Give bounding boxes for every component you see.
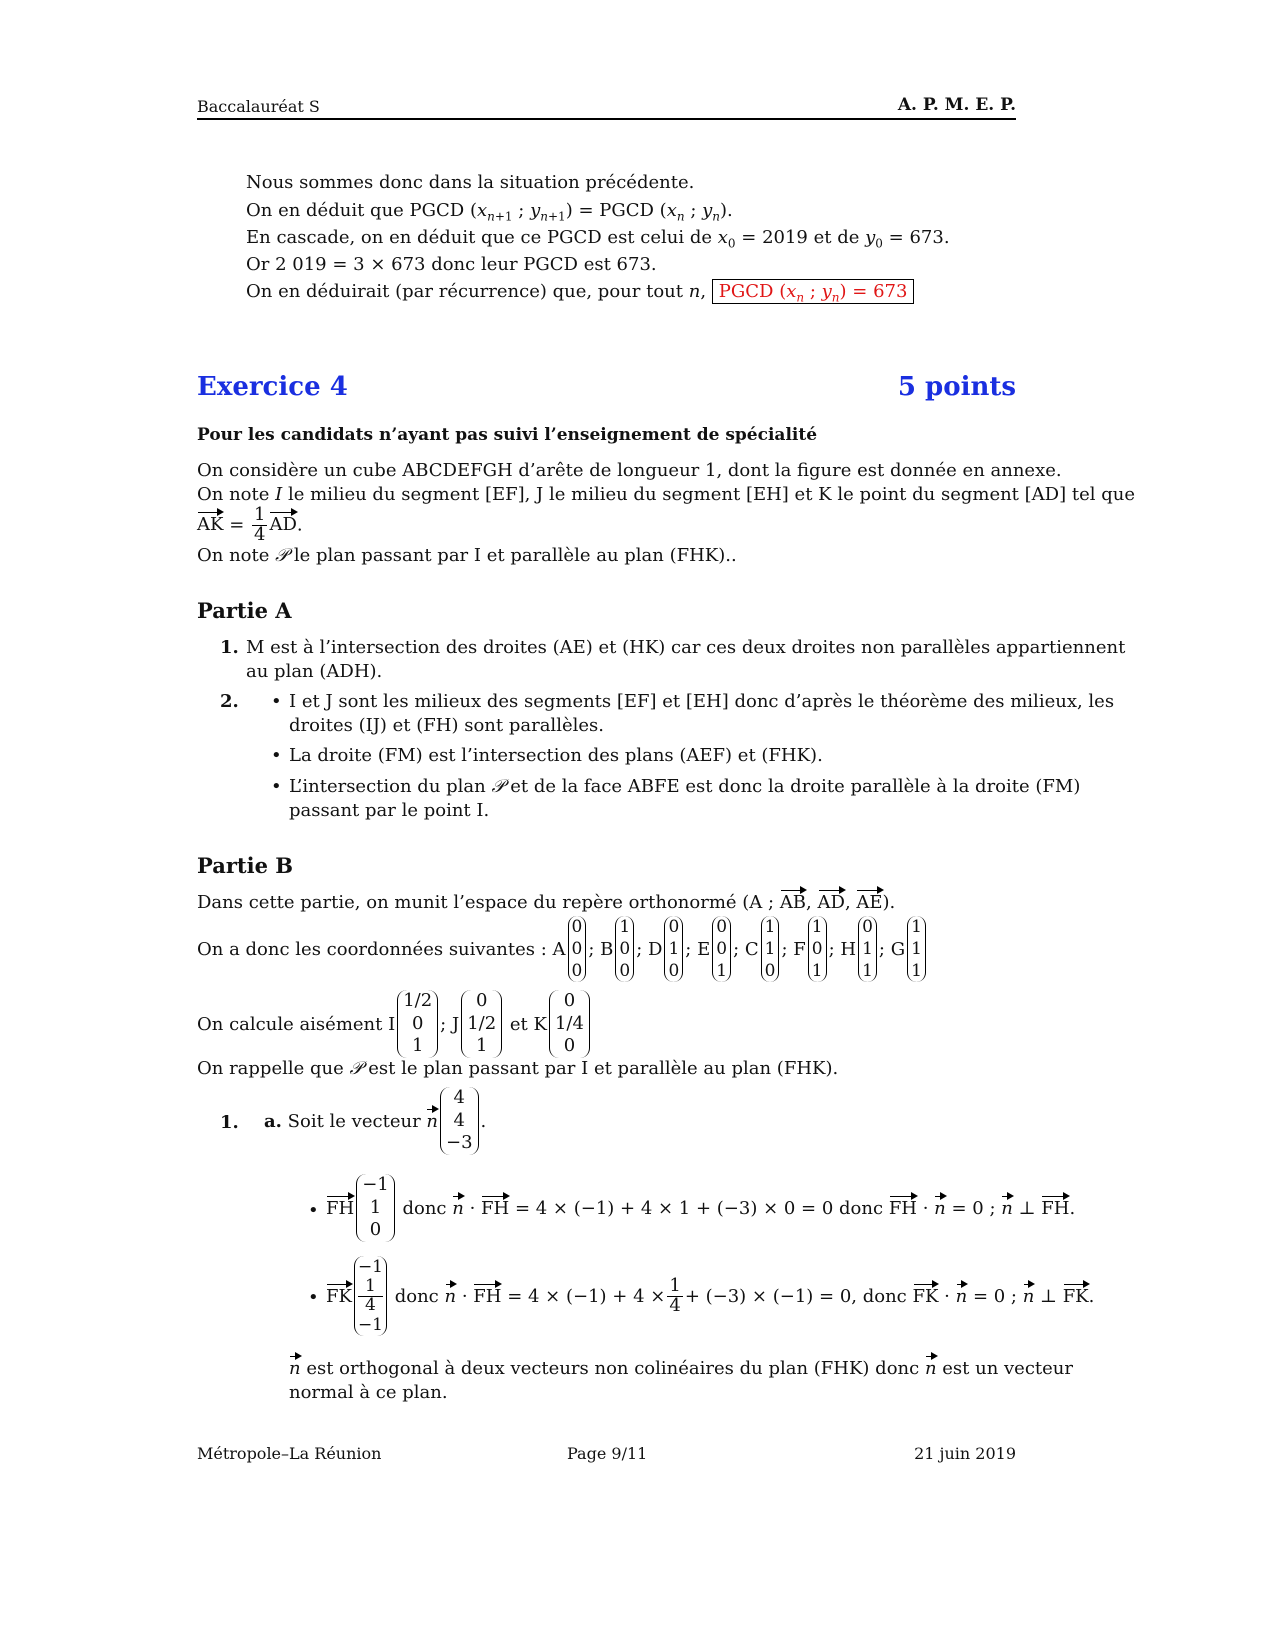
coordinate-value: 1	[911, 916, 922, 937]
exercise-subtitle: Pour les candidats n’ayant pas suivi l’enseignement de spécialité	[197, 425, 818, 445]
point-coordinates	[808, 916, 827, 982]
partB-calc: On calcule aisément I 1/2 0 1 ; J 0 1/2 1 et K 0 1/4 0	[197, 990, 592, 1058]
partB-q1-number: 1.	[220, 1112, 239, 1133]
point-name: D	[648, 938, 663, 960]
point-name: B	[600, 938, 614, 960]
point-coordinates	[568, 916, 587, 982]
fraction-one-quarter: $\frac{1}{4}$	[254, 504, 266, 545]
coordinate-value: 0	[811, 938, 823, 959]
coordinate-value: 0	[571, 961, 583, 982]
coordinate-value: 0	[716, 938, 728, 959]
point-name: G	[890, 938, 906, 960]
footer-left: Métropole–La Réunion	[197, 1444, 382, 1463]
partA-q1-line-2: au plan (ADH).	[246, 661, 383, 682]
header-rule	[197, 118, 1016, 120]
statement-line-3: AK = $\frac{1}{4}$ AD.	[197, 504, 303, 545]
point-coordinates	[615, 916, 634, 982]
intro-line-4: Or 2 019 = 3 × 673 donc leur PGCD est 673.	[246, 254, 657, 275]
point-name: A	[552, 938, 566, 960]
vector-K: 0 1/4 0	[549, 990, 590, 1058]
partA-q2-number: 2.	[220, 691, 239, 712]
coordinate-value: 1	[911, 961, 922, 982]
statement-line-4: On note 𝒫 le plan passant par I et parallèle au plan (FHK)..	[197, 545, 737, 566]
point-name: C	[744, 938, 759, 960]
partA-bullet-1-line-1: I et J sont les milieux des segments [EF] et [EH] donc d’après le théorème des milieux, les	[289, 691, 1115, 712]
header-left: Baccalauréat S	[197, 97, 320, 116]
point-coordinates	[907, 916, 926, 982]
separator: ;	[588, 938, 601, 960]
point-name: E	[697, 938, 711, 960]
partA-title: Partie A	[197, 598, 292, 623]
fk-line: FK −1 $\frac{1}{4}$ −1 donc n · FH = 4 × (−1) + 4 × $\frac{1}{4}$ + (−3) × (−1) = 0, donc FK · n = 0 ; n ⊥ FK .	[326, 1256, 1095, 1336]
footer-right: 21 juin 2019	[914, 1444, 1016, 1463]
separator: ;	[636, 938, 649, 960]
exercise-points: 5 points	[897, 372, 1016, 402]
coordinate-value: 0	[619, 961, 631, 982]
point-name: H	[840, 938, 857, 960]
coordinate-value: 1	[911, 938, 922, 959]
coordinate-value: 0	[764, 961, 776, 982]
bullet-dot: •	[308, 1200, 319, 1221]
point-coordinates	[761, 916, 780, 982]
vector-n: 4 4 −3	[440, 1087, 479, 1155]
coordinate-value: 1	[716, 961, 728, 982]
boxed-result: PGCD ($x_n$ ; $y_n) = 673$	[712, 279, 915, 304]
coordinates-list	[553, 916, 928, 982]
coordinate-value: 0	[571, 938, 583, 959]
coordinate-value: 0	[571, 916, 583, 937]
intro-line-1: Nous sommes donc dans la situation précédente.	[246, 172, 695, 193]
vector-J: 0 1/2 1	[461, 990, 502, 1058]
bullet-dot: •	[308, 1287, 319, 1308]
vector-FH: −1 1 0	[356, 1174, 395, 1242]
partA-bullet-3-line-1: L’intersection du plan 𝒫 et de la face ABFE est donc la droite parallèle à la droite (FM)	[289, 776, 1081, 797]
intro-line-3: En cascade, on en déduit que ce PGCD est celui de $x_0 = 2019$ et de $y_0 = 673$.	[246, 227, 950, 251]
intro-line-5: On en déduirait (par récurrence) que, pour tout n, PGCD ($x_n$ ; $y_n) = 673$	[246, 281, 914, 305]
partB-q1a: a. Soit le vecteur n 4 4 −3 .	[264, 1087, 487, 1154]
coordinate-value: 0	[619, 938, 631, 959]
bullet-dot: •	[271, 691, 282, 712]
partA-bullet-2: La droite (FM) est l’intersection des plans (AEF) et (FHK).	[289, 745, 823, 766]
coordinate-value: 1	[862, 961, 873, 982]
statement-line-1: On considère un cube ABCDEFGH d’arête de longueur 1, dont la figure est donnée en annexe.	[197, 460, 1062, 481]
coordinate-value: 1	[862, 938, 873, 959]
header-right: A. P. M. E. P.	[897, 95, 1016, 115]
coordinate-value: 1	[811, 961, 823, 982]
point-coordinates	[712, 916, 731, 982]
footer-center: Page 9/11	[567, 1444, 648, 1463]
coordinate-value: 1	[619, 916, 631, 937]
separator: ;	[685, 938, 698, 960]
separator: ;	[828, 938, 841, 960]
partB-coordinates: On a donc les coordonnées suivantes : A 0 0 0 ; B 1 0 0 ; D 0 1 0 ; E 0 0 1 ; C 1 1 0 ; F 1 0 1 ; H 0 1 1 ; G 1 1 1	[197, 915, 928, 983]
partB-intro: Dans cette partie, on munit l’espace du repère orthonormé (A ; AB, AD, AE).	[197, 892, 896, 913]
partA-q1-number: 1.	[220, 637, 239, 658]
coordinate-value: 0	[668, 916, 680, 937]
intro-line-2: On en déduit que PGCD ($x_{n+1}$ ; $y_{n+1}$) = PGCD ($x_n$ ; $y_n$).	[246, 200, 733, 224]
exercise-title: Exercice 4	[197, 372, 348, 402]
coordinate-value: 1	[811, 916, 823, 937]
fh-line: FH −1 1 0 donc n · FH = 4 × (−1) + 4 × 1 + (−3) × 0 = 0 donc FH · n = 0 ; n ⊥ FH .	[326, 1174, 1076, 1241]
separator: ;	[781, 938, 794, 960]
vector-FK: −1 $\frac{1}{4}$ −1	[354, 1256, 387, 1337]
coordinate-value: 1	[668, 938, 680, 959]
bullet-dot: •	[271, 776, 282, 797]
point-coordinates	[858, 916, 877, 982]
partA-bullet-3-line-2: passant par le point I.	[289, 800, 490, 821]
coordinate-value: 0	[862, 916, 873, 937]
coordinate-value: 0	[716, 916, 728, 937]
partA-bullet-1-line-2: droites (IJ) et (FH) sont parallèles.	[289, 715, 604, 736]
separator: ;	[878, 938, 891, 960]
point-coordinates	[664, 916, 683, 982]
coordinate-value: 0	[668, 961, 680, 982]
conclusion-line-1: n est orthogonal à deux vecteurs non colinéaires du plan (FHK) donc n est un vecteur	[289, 1358, 1074, 1379]
separator: ;	[733, 938, 745, 960]
bullet-dot: •	[271, 745, 282, 766]
vector-I: 1/2 0 1	[397, 990, 438, 1058]
partB-recall: On rappelle que 𝒫 est le plan passant par I et parallèle au plan (FHK).	[197, 1058, 839, 1079]
partB-title: Partie B	[197, 853, 293, 878]
partA-q1-line-1: M est à l’intersection des droites (AE) et (HK) car ces deux droites non parallèles appartiennent	[246, 637, 1126, 658]
point-name: F	[793, 938, 806, 960]
statement-line-2: On note I le milieu du segment [EF], J le milieu du segment [EH] et K le point du segment [AD] tel que	[197, 484, 1135, 505]
coordinate-value: 1	[764, 938, 776, 959]
conclusion-line-2: normal à ce plan.	[289, 1382, 448, 1403]
coordinate-value: 1	[764, 916, 776, 937]
